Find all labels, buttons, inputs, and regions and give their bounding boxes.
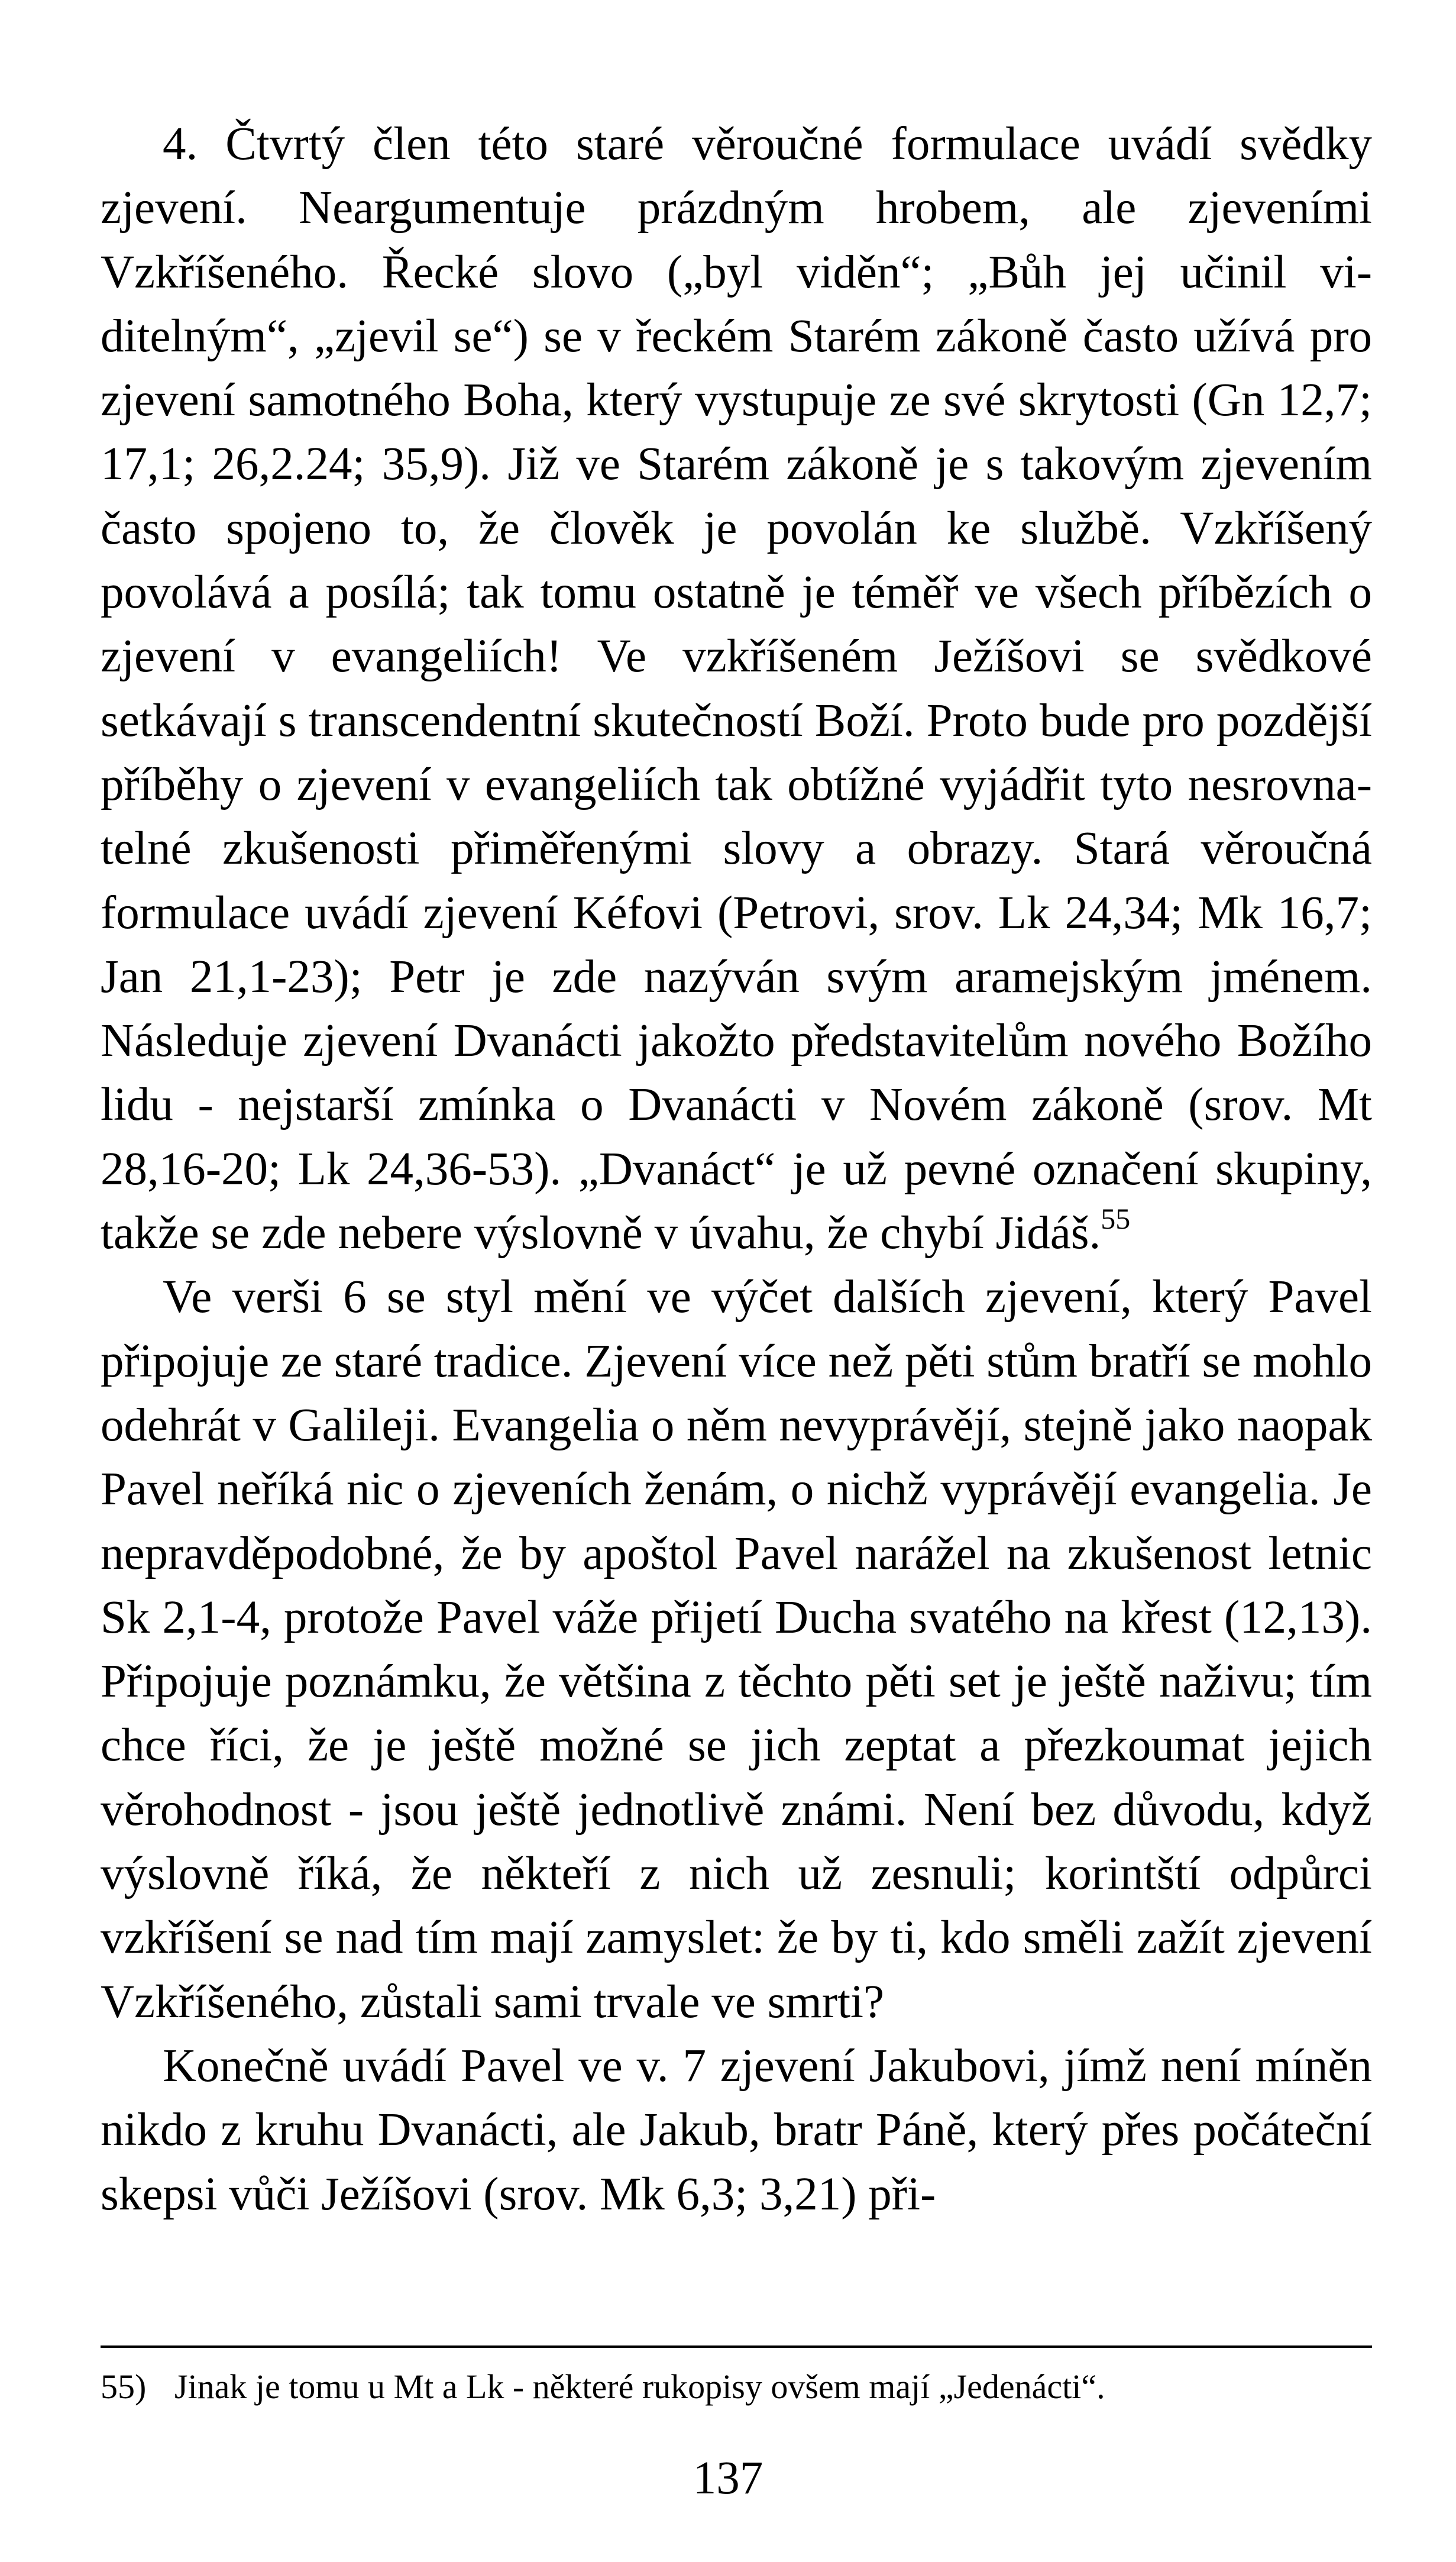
footnote-divider	[101, 2345, 1372, 2348]
paragraph-3	[101, 2034, 1372, 2227]
body-text	[101, 112, 1372, 2227]
paragraph-1-text: 4. Čtvrtý člen této staré věroučné formulace uvádí svědky zjevení. Neargumentuje prázdným hrobem, ale zjeveními Vzkříšeného. Řecké slovo („byl viděn“; „Bůh jej učinil viditelným“, „zjevil se“) se v řeckém Starém zákoně často užívá pro zjevení samotného Boha, který vystupuje ze své skrytosti (Gn 12,7; 17,1; 26,2.24; 35,9). Již ve Starém zákoně je s takovým zjevením často spojeno to, že člověk je povolán ke službě. Vzkříšený povolává a posílá; tak tomu ostatně je téměř ve všech příbězích o zjevení v evangeliích! Ve vzkříšeném Ježíšovi se svědkové setkávají s transcendentní skutečností Boží. Proto bude pro pozdější příběhy o zjevení v evangeliích tak obtížné vyjádřit tyto nesrovnatelné zkušenosti přiměřenými slovy a obrazy. Stará věroučná formulace uvádí zjevení Kéfovi (Petrovi, srov. Lk 24,34; Mk 16,7; Jan 21,1-23); Petr je zde nazýván svým aramejským jménem. Následuje zjevení Dvanácti jakožto představitelům nového Božího lidu - nejstarší zmínka o Dvanácti v Novém zákoně (srov. Mt 28,16-20; Lk 24,36-53). „Dvanáct“ je už pevné označení skupiny, takže se zde nebere výslovně v úvahu, že chybí Jidáš.	[101, 118, 1372, 1259]
footnote-reference-55: 55	[1101, 1201, 1131, 1235]
footnote-text: Jinak je tomu u Mt a Lk - některé rukopisy ovšem mají „Jedenácti“.	[174, 2367, 1105, 2406]
footnote-55	[101, 2363, 1372, 2411]
paragraph-1	[101, 112, 1372, 1265]
paragraph-2	[101, 1265, 1372, 2034]
page-body	[101, 112, 1372, 2227]
paragraph-2-text: Ve verši 6 se styl mění ve výčet dalších zjevení, který Pavel připojuje ze staré tradice. Zjevení více než pěti stům bratří se mohlo odehrát v Galileji. Evangelia o něm nevyprávějí, stejně jako naopak Pavel neříká nic o zjeveních ženám, o nichž vyprávějí evangelia. Je nepravděpodobné, že by apoštol Pavel narážel na zkušenost letnic Sk 2,1-4, protože Pavel váže přijetí Ducha svatého na křest (12,13). Připojuje poznámku, že většina z těchto pěti set je ještě naživu; tím chce říci, že je ještě možné se jich zeptat a přezkoumat jejich věrohodnost - jsou ještě jednotlivě známi. Není bez důvodu, když výslovně říká, že někteří z nich už zesnuli; korintští odpůrci vzkříšení se nad tím mají zamyslet: že by ti, kdo směli zažít zjevení Vzkříšeného, zůstali sami trvale ve smrti?	[101, 1271, 1372, 2028]
footnote-number: 55)	[101, 2367, 147, 2406]
page-number: 137	[693, 2453, 763, 2504]
paragraph-3-text: Konečně uvádí Pavel ve v. 7 zjevení Jakubovi, jímž není míněn nikdo z kruhu Dvanácti, ale Jakub, bratr Páně, který přes počáteční skepsi vůči Ježíšovi (srov. Mk 6,3; 3,21) při-	[101, 2040, 1372, 2220]
